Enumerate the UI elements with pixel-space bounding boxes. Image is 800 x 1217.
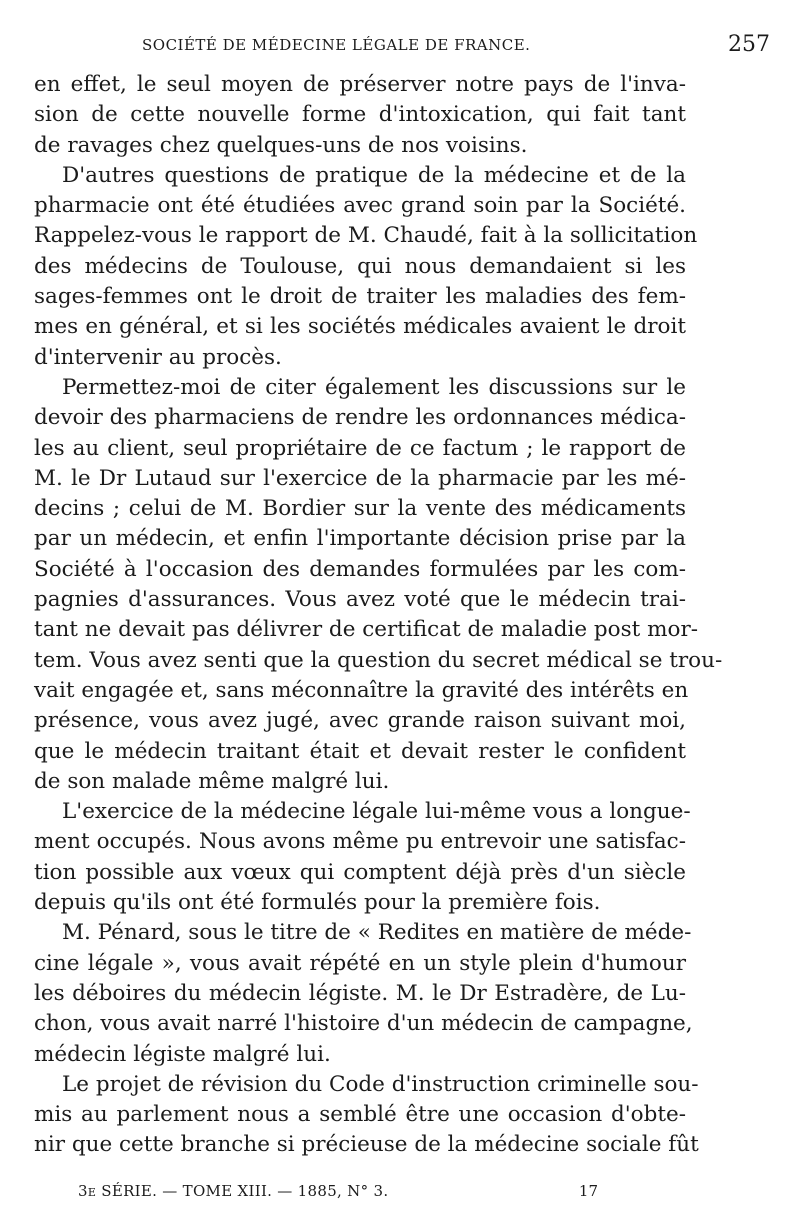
footer-series: 3e SÉRIE. — TOME XIII. — 1885, N° 3. xyxy=(78,1182,389,1200)
text-line: mes en général, et si les sociétés médicales avaient le droit xyxy=(34,314,686,340)
paragraph xyxy=(34,161,698,373)
text-line: L'exercice de la médecine légale lui-même vous a longue- xyxy=(62,799,691,825)
body-text xyxy=(34,70,723,1161)
page-footer xyxy=(78,1182,598,1206)
text-line: chon, vous avait narré l'histoire d'un médecin de campagne, xyxy=(34,1011,693,1037)
signature-mark: 17 xyxy=(578,1182,598,1200)
text-line: Société à l'occasion des demandes formulées par les com- xyxy=(34,556,686,582)
text-line: que le médecin traitant était et devait rester le confident xyxy=(34,738,686,764)
text-line: sages-femmes ont le droit de traiter les maladies des fem- xyxy=(34,284,686,310)
text-line: pharmacie ont été étudiées avec grand soin par la Société. xyxy=(34,193,686,219)
text-line: sion de cette nouvelle forme d'intoxication, qui fait tant xyxy=(34,102,686,128)
text-line: ment occupés. Nous avons même pu entrevoir une satisfac- xyxy=(34,829,686,855)
text-line: les déboires du médecin légiste. M. le Dr Estradère, de Lu- xyxy=(34,980,686,1006)
text-line: par un médecin, et enfin l'importante décision prise par la xyxy=(34,526,686,552)
text-line: pagnies d'assurances. Vous avez voté que le médecin trai- xyxy=(34,587,686,613)
text-line: d'intervenir au procès. xyxy=(34,344,282,370)
text-line: présence, vous avez jugé, avec grande raison suivant moi, xyxy=(34,708,686,734)
text-line: tem. Vous avez senti que la question du secret médical se trou- xyxy=(34,647,723,673)
paragraph xyxy=(34,797,691,918)
text-line: de son malade même malgré lui. xyxy=(34,768,390,794)
text-line: vait engagée et, sans méconnaître la gravité des intérêts en xyxy=(34,677,689,703)
text-line: depuis qu'ils ont été formulés pour la première fois. xyxy=(34,890,601,916)
text-line: Permettez-moi de citer également les discussions sur le xyxy=(62,374,686,400)
text-line: Le projet de révision du Code d'instruction criminelle sou- xyxy=(62,1071,699,1097)
text-line: nir que cette branche si précieuse de la médecine sociale fût xyxy=(34,1132,699,1158)
paragraph xyxy=(34,70,686,161)
text-line: de ravages chez quelques-uns de nos voisins. xyxy=(34,132,528,158)
text-line: devoir des pharmaciens de rendre les ordonnances médica- xyxy=(34,405,686,431)
text-line: D'autres questions de pratique de la médecine et de la xyxy=(62,162,686,188)
text-line: les au client, seul propriétaire de ce factum ; le rapport de xyxy=(34,435,686,461)
text-line: Rappelez-vous le rapport de M. Chaudé, fait à la sollicitation xyxy=(34,223,698,249)
text-line: des médecins de Toulouse, qui nous demandaient si les xyxy=(34,253,686,279)
text-line: M. Pénard, sous le titre de « Redites en matière de méde- xyxy=(62,920,692,946)
text-line: cine légale », vous avait répété en un style plein d'humour xyxy=(34,950,686,976)
text-line: decins ; celui de M. Bordier sur la vente des médicaments xyxy=(34,496,686,522)
page-number: 257 xyxy=(728,32,770,57)
text-line: tant ne devait pas délivrer de certificat de maladie post mor- xyxy=(34,617,698,643)
paragraph xyxy=(34,918,693,1069)
text-line: mis au parlement nous a semblé être une occasion d'obte- xyxy=(34,1102,686,1128)
running-header xyxy=(30,32,770,62)
paragraph xyxy=(34,1070,699,1161)
text-line: tion possible aux vœux qui comptent déjà près d'un siècle xyxy=(34,859,686,885)
text-line: en effet, le seul moyen de préserver notre pays de l'inva- xyxy=(34,72,686,97)
text-line: M. le Dr Lutaud sur l'exercice de la pharmacie par les mé- xyxy=(34,465,686,491)
paragraph xyxy=(34,373,723,797)
header-title: SOCIÉTÉ DE MÉDECINE LÉGALE DE FRANCE. xyxy=(142,36,531,54)
text-line: médecin légiste malgré lui. xyxy=(34,1041,331,1067)
